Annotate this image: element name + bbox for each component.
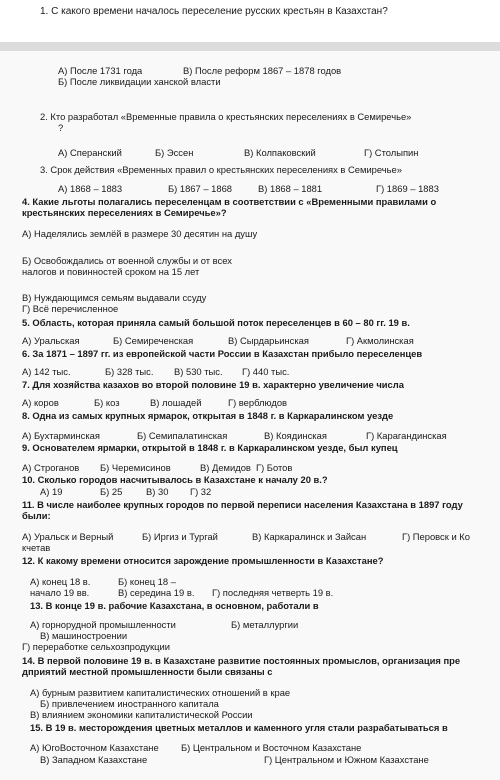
q4-answer-c: В) Нуждающимся семьям выдавали ссуду [22, 292, 207, 303]
question-7: 7. Для хозяйства казахов во второй половине 19 в. характерно увеличение числа [22, 379, 404, 390]
top-strip [0, 0, 500, 42]
q1-answer-b: Б) После ликвидации ханской власти [58, 76, 221, 87]
q3-answer-b: Б) 1867 – 1868 [168, 183, 233, 194]
q1-answer-a: А) После 1731 года [58, 65, 143, 76]
q8-answer-b: Б) Семипалатинская [137, 430, 228, 441]
question-6: 6. За 1871 – 1897 гг. из европейской части России в Казахстан прибыло переселенцев [22, 348, 423, 359]
q9-answer-c: В) Демидов [200, 462, 251, 473]
q12-answer-a: А) конец 18 в. [30, 576, 91, 587]
q5-answer-d: Г) Акмолинская [346, 335, 414, 346]
q14-answer-b: Б) привлечением иностранного капитала [40, 698, 219, 709]
question-14-line-1: 14. В первой половине 19 в. в Казахстане развитие постоянных промыслов, организация пре [22, 655, 461, 666]
q12-answer-d: Г) последняя четверть 19 в. [212, 587, 334, 598]
question-4-line-1: 4. Какие льготы полагались переселенцам в соответствии с «Временными правилами о [22, 196, 437, 207]
question-10: 10. Сколько городов насчитывалось в Казахстане к началу 20 в.? [22, 474, 328, 485]
question-5: 5. Область, которая приняла самый большой поток переселенцев в 60 – 80 гг. 19 в. [22, 317, 410, 328]
q10-answer-d: Г) 32 [190, 486, 212, 497]
q2-answer-d: Г) Столыпин [364, 147, 419, 158]
q15-answer-a: А) ЮгоВосточном Казахстане [30, 742, 159, 753]
question-11-line-1: 11. В числе наиболее крупных городов по первой переписи населения Казахстана в 1897 году [22, 499, 463, 510]
q6-answer-d: Г) 440 тыс. [242, 366, 290, 377]
q7-answer-b: Б) коз [94, 397, 120, 408]
q8-answer-c: В) Коядинская [264, 430, 327, 441]
q4-answer-a: А) Наделялись землёй в размере 30 десятин на душу [22, 228, 258, 239]
question-8: 8. Одна из самых крупных ярмарок, открытая в 1848 г. в Каркаралинском уезде [22, 410, 394, 421]
q12-answer-b-line-2: начало 19 вв. [30, 587, 90, 598]
q13-answer-b: Б) металлургии [231, 619, 299, 630]
q3-answer-d: Г) 1869 – 1883 [376, 183, 439, 194]
question-1: 1. С какого времени началось переселение русских крестьян в Казахстан? [40, 6, 388, 17]
q4-answer-d: Г) Всё перечисленное [22, 303, 119, 314]
question-12: 12. К какому времени относится зарождение промышленности в Казахстане? [22, 555, 384, 566]
page-separator [0, 42, 500, 51]
q13-answer-c: В) машиностроении [40, 630, 128, 641]
question-3: 3. Срок действия «Временных правил о крестьянских переселениях в Семиречье» [40, 164, 402, 175]
q15-answer-d: Г) Центральном и Южном Казахстане [264, 754, 429, 765]
question-9: 9. Основателем ярмарки, открытой в 1848 г. в Каркаралинском уезде, был купец [22, 442, 398, 453]
q5-answer-c: В) Сырдарьинская [228, 335, 309, 346]
q5-answer-b: Б) Семиреченская [113, 335, 194, 346]
q8-answer-a: А) Бухтарминская [22, 430, 100, 441]
q10-answer-b: Б) 25 [100, 486, 123, 497]
q11-answer-d-cont: кчетав [22, 542, 51, 553]
q8-answer-d: Г) Карагандинская [366, 430, 447, 441]
q13-answer-d: Г) переработке сельхозпродукции [22, 641, 170, 652]
q9-answer-b: Б) Черемисинов [100, 462, 171, 473]
q4-answer-b-line-1: Б) Освобождались от военной службы и от всех [22, 255, 232, 266]
q2-answer-a: А) Сперанский [58, 147, 122, 158]
q2-answer-b: Б) Эссен [155, 147, 194, 158]
question-2-mark: ? [58, 122, 64, 133]
q14-answer-c: В) влиянием экономики капиталистической России [30, 709, 253, 720]
q6-answer-c: В) 530 тыс. [174, 366, 223, 377]
question-2: 2. Кто разработал «Временные правила о крестьянских переселениях в Семиречье» [40, 111, 412, 122]
q11-answer-a: А) Уральск и Верный [22, 531, 114, 542]
q12-answer-b-line-1: Б) конец 18 – [118, 576, 176, 587]
q3-answer-c: В) 1868 – 1881 [258, 183, 323, 194]
q2-answer-c: В) Колпаковский [244, 147, 316, 158]
q11-answer-c: В) Каркаралинск и Зайсан [252, 531, 367, 542]
q15-answer-b: Б) Центральном и Восточном Казахстане [181, 742, 362, 753]
q13-answer-a: А) горнорудной промышленности [30, 619, 176, 630]
q12-answer-c: В) середина 19 в. [118, 587, 195, 598]
q9-answer-d: Г) Ботов [256, 462, 293, 473]
q11-answer-d: Г) Перовск и Ко [402, 531, 470, 542]
q6-answer-a: А) 142 тыс. [22, 366, 71, 377]
question-15: 15. В 19 в. месторождения цветных металлов и каменного угля стали разрабатываться в [30, 722, 448, 733]
q7-answer-c: В) лошадей [150, 397, 202, 408]
q15-answer-c: В) Западном Казахстане [40, 754, 148, 765]
q9-answer-a: А) Строганов [22, 462, 80, 473]
q14-answer-a: А) бурным развитием капиталистических отношений в крае [30, 687, 291, 698]
question-4-line-2: крестьянских переселениях в Семиречье»? [22, 207, 227, 218]
q10-answer-c: В) 30 [146, 486, 169, 497]
question-13: 13. В конце 19 в. рабочие Казахстана, в основном, работали в [30, 600, 319, 611]
q7-answer-a: А) коров [22, 397, 59, 408]
question-11-line-2: были: [22, 510, 51, 521]
q1-answer-c: В) После реформ 1867 – 1878 годов [183, 65, 342, 76]
q5-answer-a: А) Уральская [22, 335, 80, 346]
q10-answer-a: А) 19 [40, 486, 63, 497]
q4-answer-b-line-2: налогов и повинностей сроком на 15 лет [22, 266, 200, 277]
question-14-line-2: дприятий местной промышленности были связаны с [22, 666, 273, 677]
q7-answer-d: Г) верблюдов [228, 397, 288, 408]
q3-answer-a: А) 1868 – 1883 [58, 183, 123, 194]
q6-answer-b: Б) 328 тыс. [105, 366, 154, 377]
q11-answer-b: Б) Иргиз и Тургай [142, 531, 218, 542]
